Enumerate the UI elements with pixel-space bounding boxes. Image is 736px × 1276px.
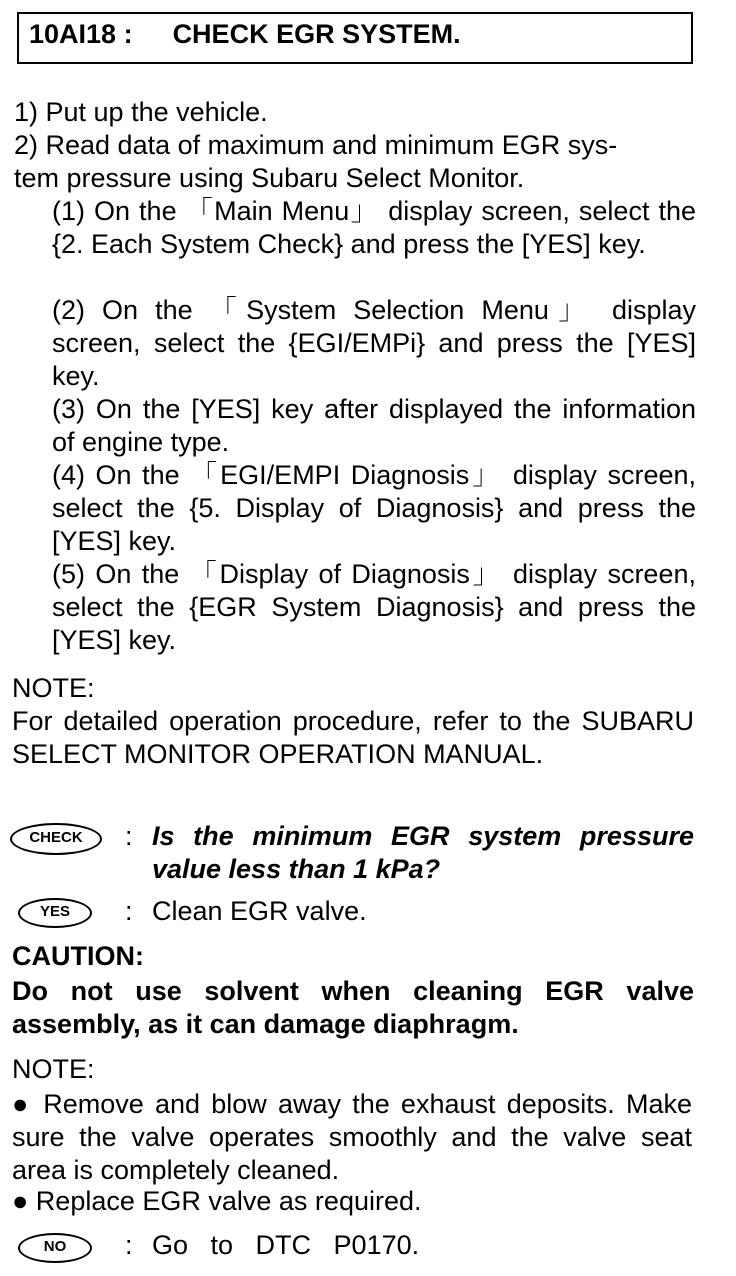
note2-label: NOTE:	[12, 1054, 95, 1084]
substep-5: (5) On the 「Display of Diagnosis」 display screen, select the {EGR System Diagnosis} and press the [YES] key.	[52, 559, 696, 655]
note-text: For detailed operation procedure, refer to the SUBARU SELECT MONITOR OPERATION MANUAL.	[12, 706, 694, 769]
caution-label: CAUTION:	[12, 941, 144, 971]
yes-badge: YES	[18, 898, 92, 928]
check-badge: CHECK	[10, 823, 102, 855]
caution-text: Do not use solvent when cleaning EGR valve assembly, as it can damage diaphragm.	[12, 976, 694, 1039]
yes-action: Clean EGR valve.	[152, 896, 367, 926]
substep-2: (2) On the 「System Selection Menu」 display screen, select the {EGI/EMPi} and press the [YES] key.	[52, 295, 696, 391]
no-badge: NO	[18, 1233, 92, 1263]
note-label: NOTE:	[12, 673, 95, 703]
substep-3: (3) On the [YES] key after displayed the information of engine type.	[52, 394, 696, 457]
no-action: Go to DTC P0170.	[152, 1230, 420, 1260]
yes-colon: :	[125, 896, 133, 926]
step-2-line1: 2) Read data of maximum and minimum EGR sys-	[14, 130, 618, 160]
check-colon: :	[125, 821, 133, 851]
check-question: Is the minimum EGR system pressure value less than 1 kPa?	[152, 821, 694, 884]
no-colon: :	[125, 1230, 133, 1260]
step-1: 1) Put up the vehicle.	[14, 97, 268, 127]
section-title: CHECK EGR SYSTEM.	[172, 19, 461, 49]
note2-bullet-2: ● Replace EGR valve as required.	[12, 1186, 422, 1216]
section-code: 10AI18 :	[29, 19, 133, 49]
substep-1: (1) On the 「Main Menu」 display screen, select the {2. Each System Check} and press the [YES] key.	[52, 196, 696, 259]
substep-4: (4) On the 「EGI/EMPI Diagnosis」 display screen, select the {5. Display of Diagnosis} and press the [YES] key.	[52, 460, 696, 556]
note2-bullet-1: ● Remove and blow away the exhaust deposits. Make sure the valve operates smoothly and the valve seat area is completely cleaned.	[12, 1089, 692, 1185]
step-2-line2: tem pressure using Subaru Select Monitor.	[14, 163, 525, 193]
section-header	[17, 12, 693, 64]
